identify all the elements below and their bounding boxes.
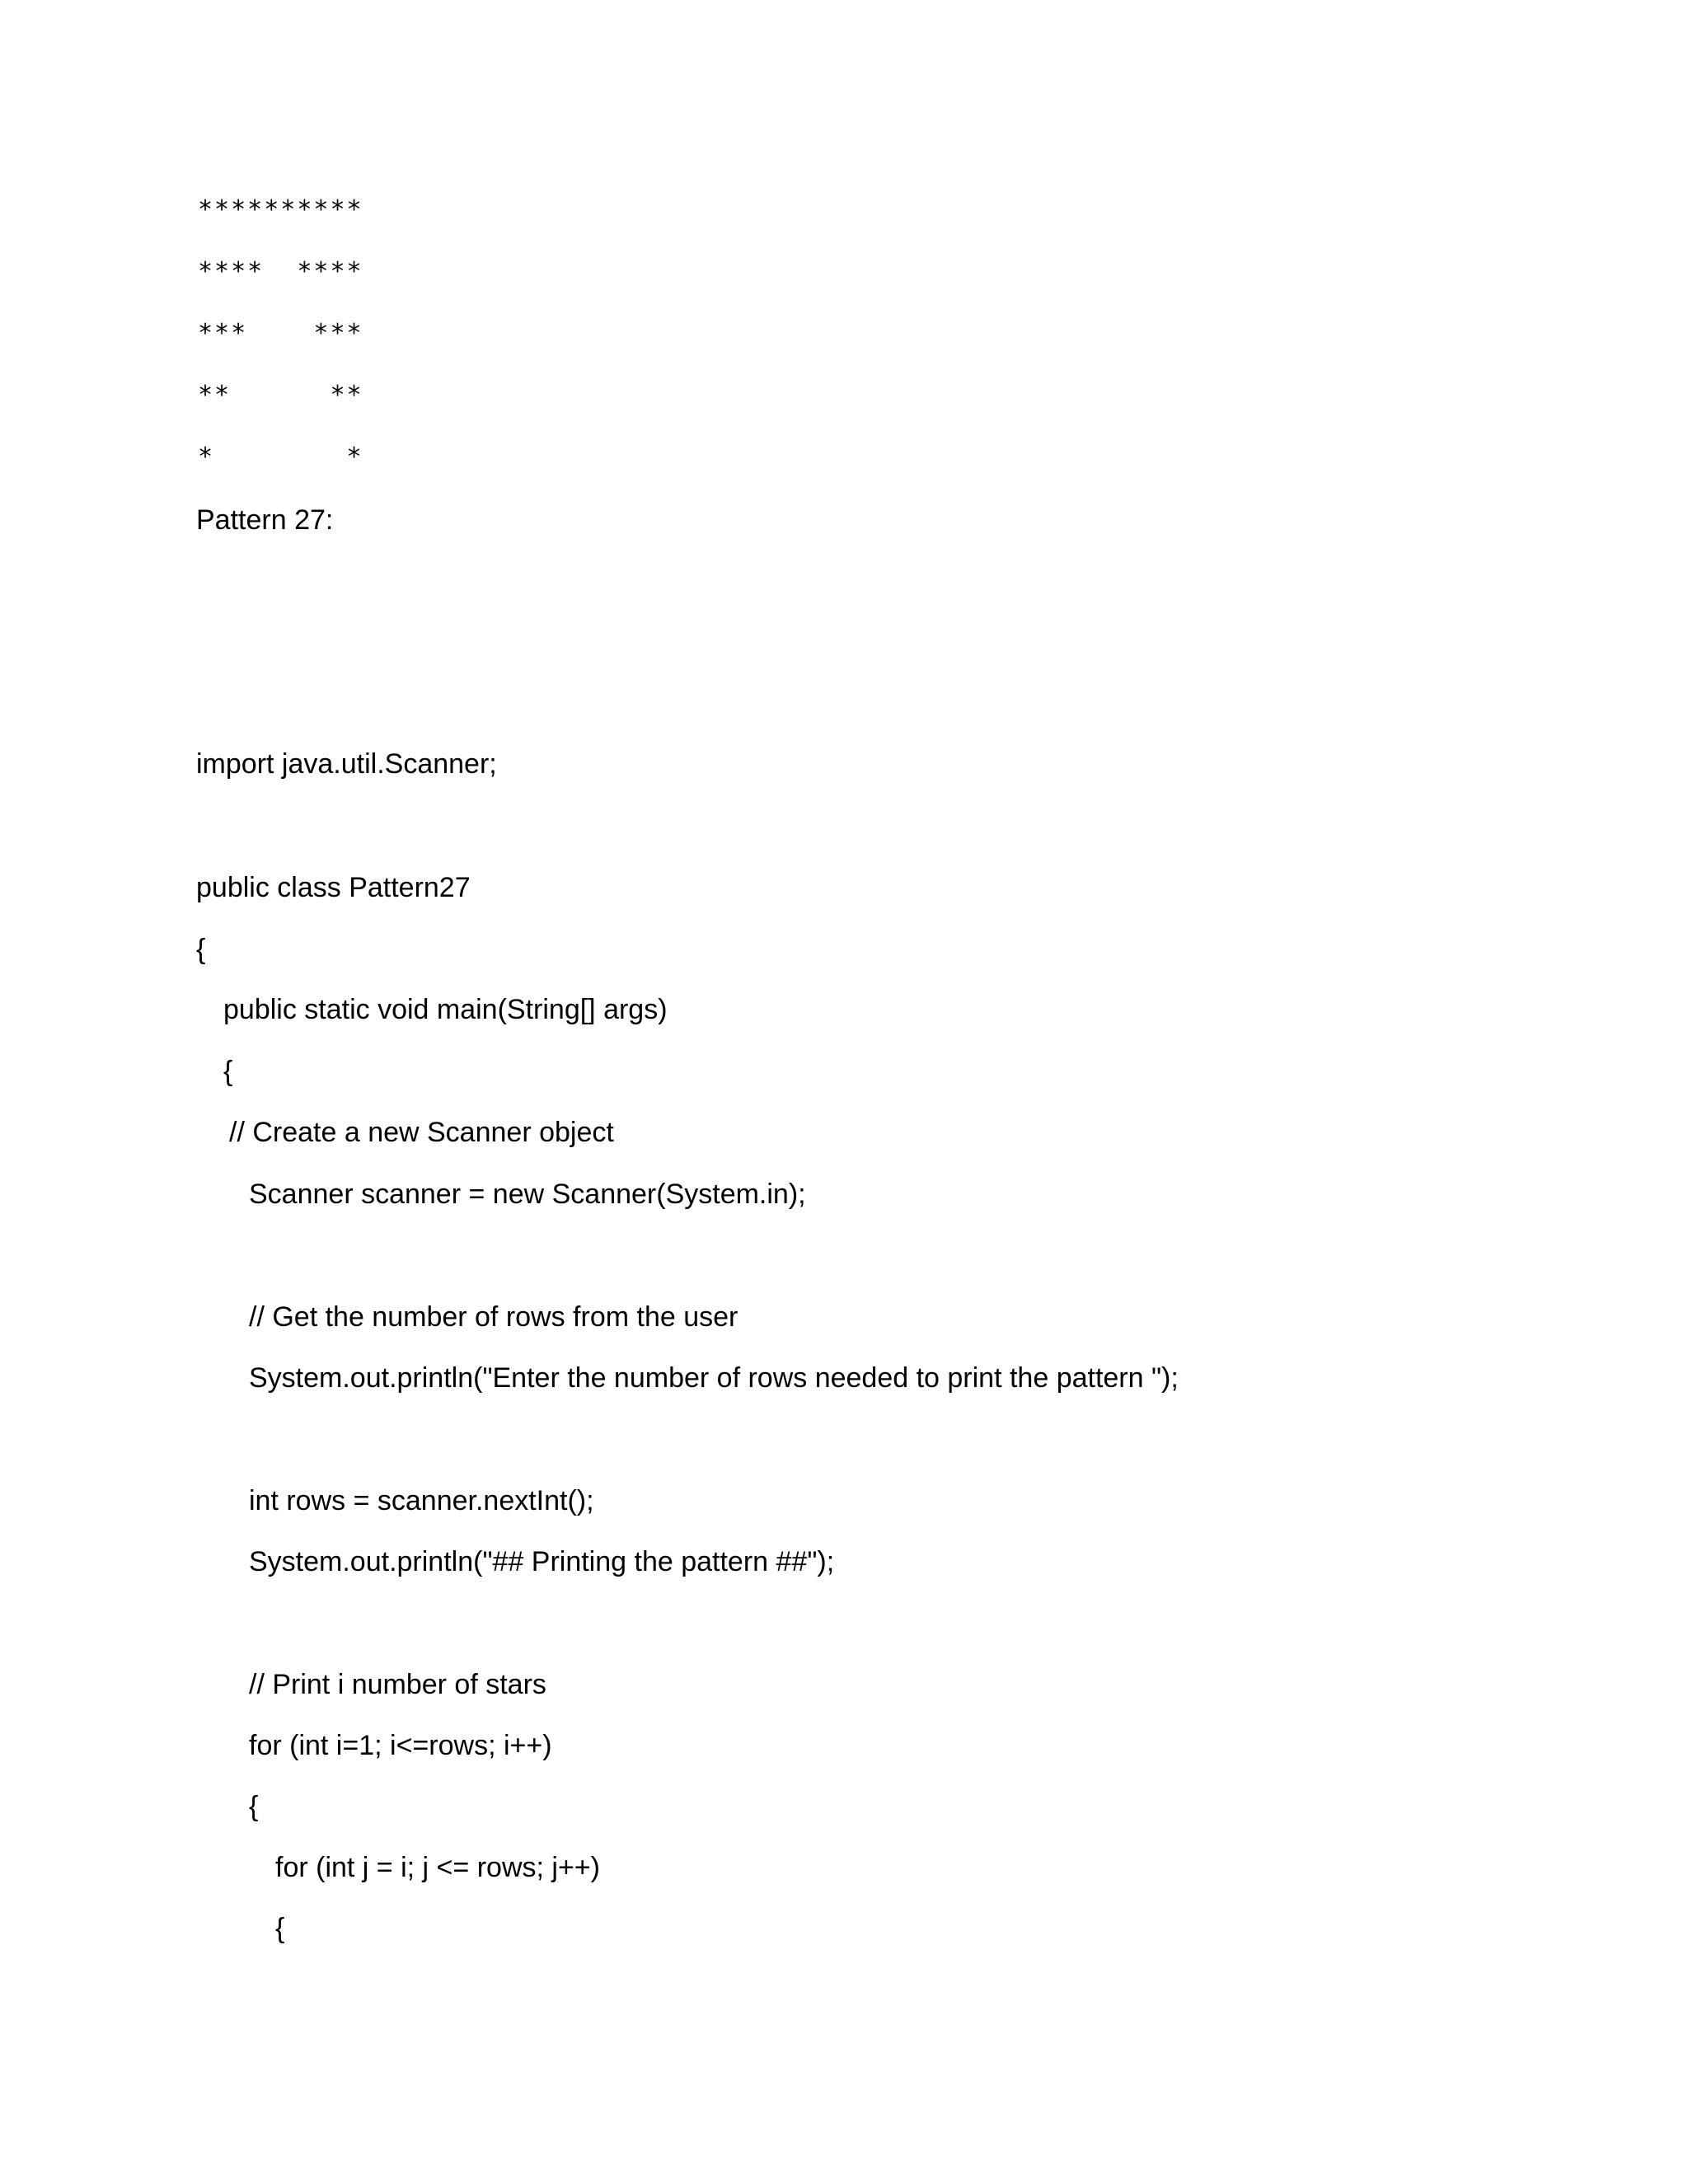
pattern-output-row-4: ** ** — [198, 381, 363, 410]
code-line-class-open-brace: { — [196, 934, 206, 965]
code-line-read-rows: int rows = scanner.nextInt(); — [249, 1485, 594, 1516]
pattern-output-row-5: * * — [198, 443, 363, 471]
code-line-outer-for: for (int i=1; i<=rows; i++) — [249, 1730, 552, 1761]
pattern-output-row-3: *** *** — [198, 319, 363, 348]
code-line-main-method: public static void main(String[] args) — [223, 994, 668, 1025]
code-line-main-open-brace: { — [223, 1056, 233, 1087]
code-line-printing-println: System.out.println("## Printing the pattern ##"); — [249, 1546, 835, 1577]
pattern-heading: Pattern 27: — [196, 504, 334, 536]
pattern-output-row-2: **** **** — [198, 257, 363, 286]
code-line-comment-rows: // Get the number of rows from the user — [249, 1301, 738, 1333]
code-line-comment-stars: // Print i number of stars — [249, 1669, 546, 1700]
code-line-prompt-println: System.out.println("Enter the number of rows needed to print the pattern "); — [249, 1362, 1179, 1394]
code-line-outer-open-brace: { — [249, 1791, 259, 1822]
code-line-import: import java.util.Scanner; — [196, 748, 497, 780]
code-line-scanner-init: Scanner scanner = new Scanner(System.in); — [249, 1179, 806, 1210]
code-line-class-declaration: public class Pattern27 — [196, 872, 471, 903]
code-line-inner-for: for (int j = i; j <= rows; j++) — [275, 1852, 600, 1883]
code-line-comment-scanner: // Create a new Scanner object — [229, 1117, 614, 1148]
pattern-output-row-1: ********** — [198, 195, 363, 224]
code-line-inner-open-brace: { — [275, 1913, 285, 1944]
